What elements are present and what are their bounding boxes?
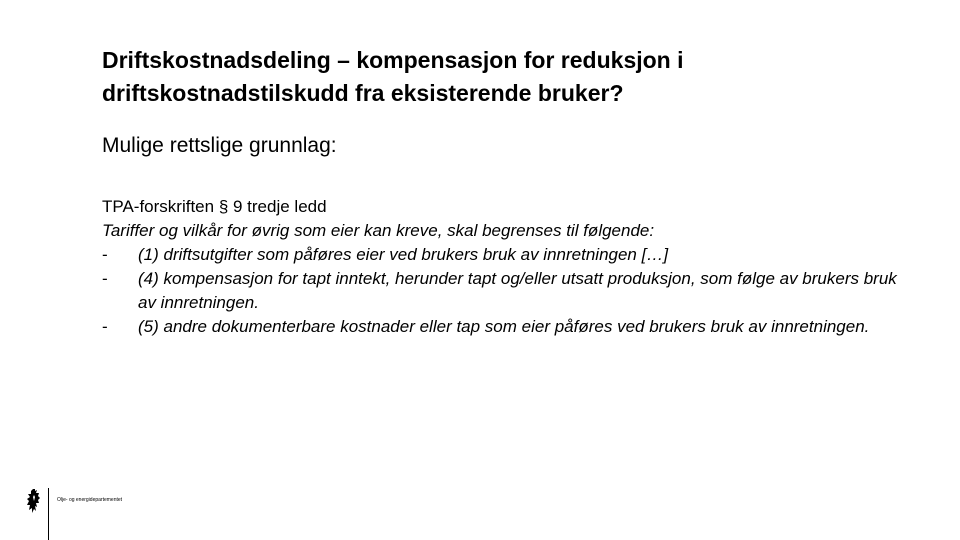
list-item bbox=[102, 315, 902, 339]
bullet-text: (5) andre dokumenterbare kostnader eller tap som eier påføres ved brukers bruk av innretningen. bbox=[138, 317, 870, 336]
slide-title bbox=[102, 44, 922, 110]
regulation-intro: Tariffer og vilkår for øvrig som eier kan kreve, skal begrenses til følgende: bbox=[102, 221, 655, 240]
footer-divider bbox=[48, 488, 49, 540]
coat-of-arms-lion-icon-graphic bbox=[24, 488, 44, 514]
bullet-dash: - bbox=[102, 245, 108, 264]
list-item bbox=[102, 267, 902, 315]
bullet-dash: - bbox=[102, 269, 108, 288]
regulation-bullet-list bbox=[102, 243, 902, 339]
slide-title-line-2: driftskostnadstilskudd fra eksisterende bruker? bbox=[102, 80, 624, 106]
bullet-text: (4) kompensasjon for tapt inntekt, herunder tapt og/eller utsatt produksjon, som følge av brukers bruk av innretningen. bbox=[138, 269, 897, 312]
bullet-text: (1) driftsutgifter som påføres eier ved brukers bruk av innretningen […] bbox=[138, 245, 669, 264]
footer-organization-name: Olje- og energidepartementet bbox=[57, 497, 123, 503]
legal-reference: TPA-forskriften § 9 tredje ledd bbox=[102, 197, 327, 216]
list-item bbox=[102, 243, 902, 267]
slide-subtitle: Mulige rettslige grunnlag: bbox=[102, 134, 337, 157]
bullet-dash: - bbox=[102, 317, 108, 336]
slide-body bbox=[102, 195, 902, 339]
coat-of-arms-lion-icon bbox=[24, 488, 44, 514]
slide-title-line-1: Driftskostnadsdeling – kompensasjon for reduksjon i bbox=[102, 47, 684, 73]
